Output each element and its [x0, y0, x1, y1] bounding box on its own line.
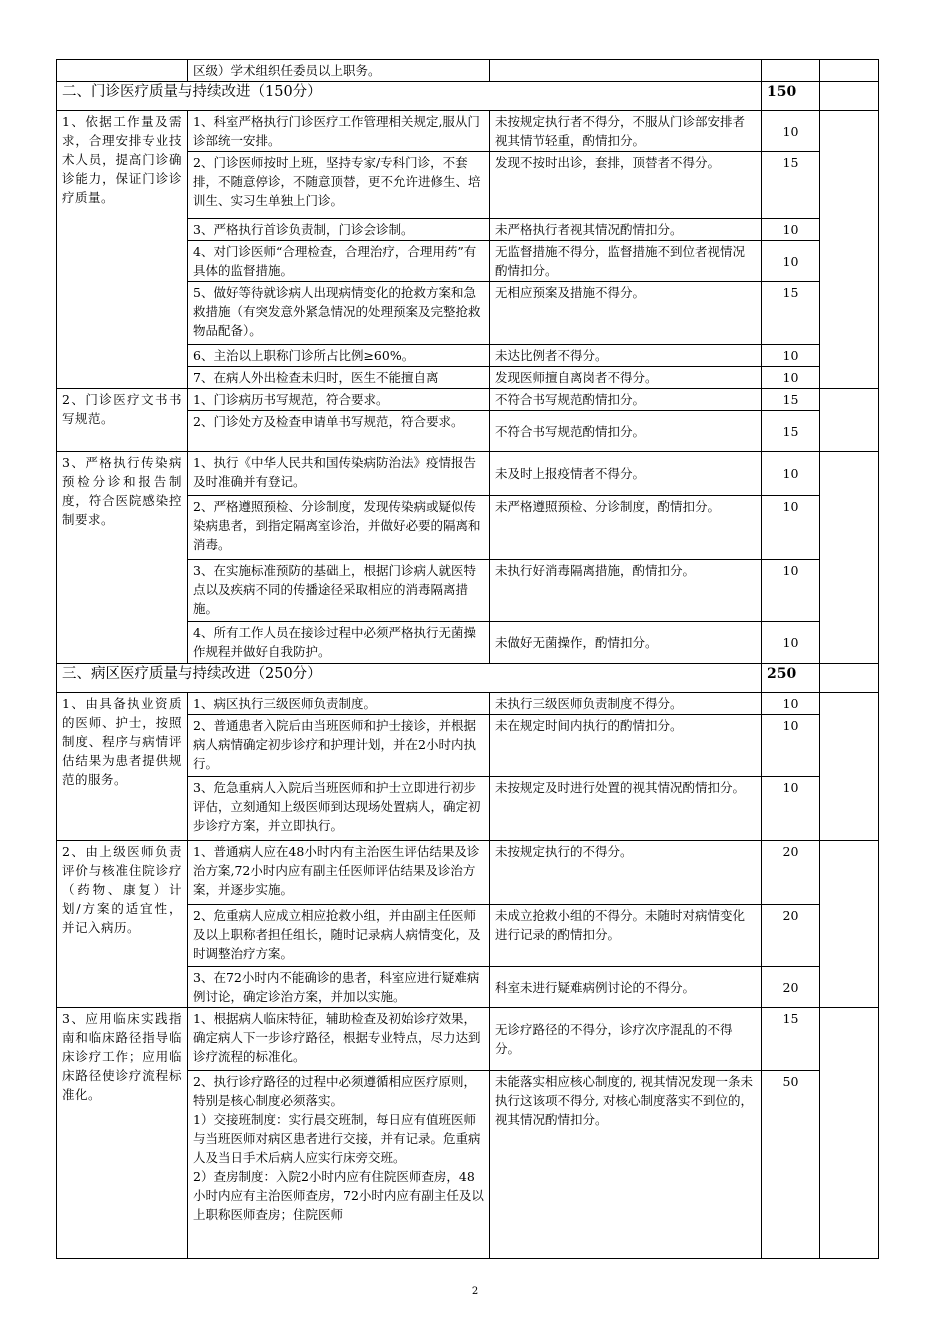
category-cell: 3、应用临床实践指南和临床路径指导临床诊疗工作；应用临床路径使诊疗流程标准化。	[57, 1008, 188, 1259]
content-cell: 1、执行《中华人民共和国传染病防治法》疫情报告及时准确并有登记。	[188, 452, 490, 496]
table-row	[57, 111, 879, 152]
content-cell: 4、所有工作人员在接诊过程中必须严格执行无菌操作规程并做好自我防护。	[188, 622, 490, 664]
section-title: 三、病区医疗质量与持续改进（250分）	[57, 664, 762, 693]
content-cell: 3、在72小时内不能确诊的患者，科室应进行疑难病例讨论，确定诊治方案，并加以实施。	[188, 967, 490, 1008]
criteria-cell: 未按规定执行者不得分，不服从门诊部安排者视其情节轻重，酌情扣分。	[490, 111, 762, 152]
carry-over-row	[57, 60, 879, 82]
category-cell: 1、由具备执业资质的医师、护士，按照制度、程序与病情评估结果为患者提供规范的服务。	[57, 693, 188, 841]
table-row	[57, 841, 879, 905]
criteria-cell: 未做好无菌操作，酌情扣分。	[490, 622, 762, 664]
content-cell: 3、严格执行首诊负责制，门诊会诊制。	[188, 219, 490, 241]
content-cell: 2、普通患者入院后由当班医师和护士接诊，并根据病人病情确定初步诊疗和护理计划，并在2小时内执行。	[188, 715, 490, 777]
criteria-cell: 未执行好消毒隔离措施，酌情扣分。	[490, 560, 762, 622]
section-title: 二、门诊医疗质量与持续改进（150分）	[57, 82, 762, 111]
content-cell	[188, 1071, 490, 1259]
criteria-cell: 科室未进行疑难病例讨论的不得分。	[490, 967, 762, 1008]
criteria-cell: 未能落实相应核心制度的, 视其情况发现一条未执行这该项不得分, 对核心制度落实不到位的，视其情况酌情扣分。	[490, 1071, 762, 1259]
blank-cell	[820, 841, 879, 1008]
content-cell: 2、危重病人应成立相应抢救小组，并由副主任医师及以上职称者担任组长，随时记录病人病情变化，及时调整治疗方案。	[188, 905, 490, 967]
criteria-cell: 无监督措施不得分，监督措施不到位者视情况酌情扣分。	[490, 241, 762, 282]
content-cell: 1、门诊病历书写规范，符合要求。	[188, 389, 490, 411]
blank-cell	[820, 693, 879, 841]
section-total: 150	[762, 82, 820, 111]
score-cell: 15	[762, 282, 820, 345]
score-cell: 20	[762, 967, 820, 1008]
score-cell: 10	[762, 622, 820, 664]
table-row	[57, 452, 879, 496]
score-cell: 20	[762, 841, 820, 905]
content-cell: 2、门诊医师按时上班，坚持专家/专科门诊，不套排，不随意停诊，不随意顶替，更不允许进修生、培训生、实习生单独上门诊。	[188, 152, 490, 219]
criteria-cell: 未严格遵照预检、分诊制度，酌情扣分。	[490, 496, 762, 560]
criteria-cell: 未执行三级医师负责制度不得分。	[490, 693, 762, 715]
criteria-cell: 不符合书写规范酌情扣分。	[490, 411, 762, 452]
content-cell: 1、根据病人临床特征，辅助检查及初始诊疗效果，确定病人下一步诊疗路径，根据专业特点，尽力达到诊疗流程的标准化。	[188, 1008, 490, 1071]
score-cell: 10	[762, 345, 820, 367]
criteria-cell: 未及时上报疫情者不得分。	[490, 452, 762, 496]
score-cell: 20	[762, 905, 820, 967]
score-cell: 15	[762, 152, 820, 219]
criteria-cell	[490, 60, 762, 82]
criteria-cell: 未按规定执行的不得分。	[490, 841, 762, 905]
blank-cell	[820, 60, 879, 82]
content-cell: 3、在实施标准预防的基础上，根据门诊病人就医特点以及疾病不同的传播途径采取相应的消毒隔离措施。	[188, 560, 490, 622]
score-cell	[762, 60, 820, 82]
content-main: 2、执行诊疗路径的过程中必须遵循相应医疗原则，特别是核心制度必须落实。	[193, 1074, 476, 1108]
score-cell: 10	[762, 560, 820, 622]
content-cell: 4、对门诊医师“合理检查，合理治疗，合理用药”有具体的监督措施。	[188, 241, 490, 282]
section-header-row	[57, 82, 879, 111]
content-cell: 3、危急重病人入院后当班医师和护士立即进行初步评估，立刻通知上级医师到达现场处置病人，确定初步诊疗方案，并立即执行。	[188, 777, 490, 841]
page-number: 2	[471, 1286, 479, 1297]
score-cell: 10	[762, 496, 820, 560]
criteria-cell: 不符合书写规范酌情扣分。	[490, 389, 762, 411]
score-cell: 15	[762, 411, 820, 452]
score-cell: 10	[762, 241, 820, 282]
section-header-row	[57, 664, 879, 693]
score-cell: 10	[762, 111, 820, 152]
score-cell: 10	[762, 693, 820, 715]
content-cell: 1、科室严格执行门诊医疗工作管理相关规定,服从门诊部统一安排。	[188, 111, 490, 152]
category-cell	[57, 60, 188, 82]
score-cell: 10	[762, 219, 820, 241]
score-cell: 15	[762, 389, 820, 411]
category-cell: 1、依据工作量及需求，合理安排专业技术人员，提高门诊确诊能力，保证门诊诊疗质量。	[57, 111, 188, 389]
table-row	[57, 693, 879, 715]
score-cell: 10	[762, 367, 820, 389]
category-cell: 3、严格执行传染病预检分诊和报告制度，符合医院感染控制要求。	[57, 452, 188, 664]
content-cell: 7、在病人外出检查未归时，医生不能擅自离	[188, 367, 490, 389]
table-row	[57, 389, 879, 411]
score-cell: 10	[762, 715, 820, 777]
content-cell: 5、做好等待就诊病人出现病情变化的抢救方案和急救措施（有突发意外紧急情况的处理预案及完整抢救物品配备）。	[188, 282, 490, 345]
blank-cell	[820, 664, 879, 693]
score-cell: 50	[762, 1071, 820, 1259]
section-total: 250	[762, 664, 820, 693]
content-cell: 区级）学术组织任委员以上职务。	[188, 60, 490, 82]
criteria-cell: 未按规定及时进行处置的视其情况酌情扣分。	[490, 777, 762, 841]
score-cell: 15	[762, 1008, 820, 1071]
blank-cell	[820, 82, 879, 111]
content-cell: 2、门诊处方及检查申请单书写规范，符合要求。	[188, 411, 490, 452]
blank-cell	[820, 452, 879, 664]
criteria-cell: 未达比例者不得分。	[490, 345, 762, 367]
criteria-cell: 发现医师擅自离岗者不得分。	[490, 367, 762, 389]
scoring-table	[56, 59, 879, 1259]
blank-cell	[820, 389, 879, 452]
criteria-cell: 发现不按时出诊，套排，顶替者不得分。	[490, 152, 762, 219]
content-cell: 2、严格遵照预检、分诊制度，发现传染病或疑似传染病患者，到指定隔离室诊治，并做好必要的隔离和消毒。	[188, 496, 490, 560]
score-cell: 10	[762, 777, 820, 841]
content-cell: 6、主治以上职称门诊所占比例≥60%。	[188, 345, 490, 367]
content-sub-item: 2）查房制度：入院2小时内应有住院医师查房，48小时内应有主治医师查房，72小时内应有副主任及以上职称医师查房；住院医师	[193, 1169, 484, 1222]
content-cell: 1、病区执行三级医师负责制度。	[188, 693, 490, 715]
score-cell: 10	[762, 452, 820, 496]
criteria-cell: 未严格执行者视其情况酌情扣分。	[490, 219, 762, 241]
criteria-cell: 未在规定时间内执行的酌情扣分。	[490, 715, 762, 777]
content-cell: 1、普通病人应在48小时内有主治医生评估结果及诊治方案,72小时内应有副主任医师评估结果及诊治方案，并逐步实施。	[188, 841, 490, 905]
criteria-cell: 未成立抢救小组的不得分。未随时对病情变化进行记录的酌情扣分。	[490, 905, 762, 967]
criteria-cell: 无诊疗路径的不得分，诊疗次序混乱的不得分。	[490, 1008, 762, 1071]
content-sub-item: 1）交接班制度：实行晨交班制，每日应有值班医师与当班医师对病区患者进行交接，并有记录。危重病人及当日手术后病人应实行床旁交班。	[193, 1112, 481, 1165]
blank-cell	[820, 111, 879, 389]
blank-cell	[820, 1008, 879, 1259]
category-cell: 2、门诊医疗文书书写规范。	[57, 389, 188, 452]
table-row	[57, 1008, 879, 1071]
category-cell: 2、由上级医师负责评价与核准住院诊疗（药物、康复）计划/方案的适宜性，并记入病历。	[57, 841, 188, 1008]
criteria-cell: 无相应预案及措施不得分。	[490, 282, 762, 345]
